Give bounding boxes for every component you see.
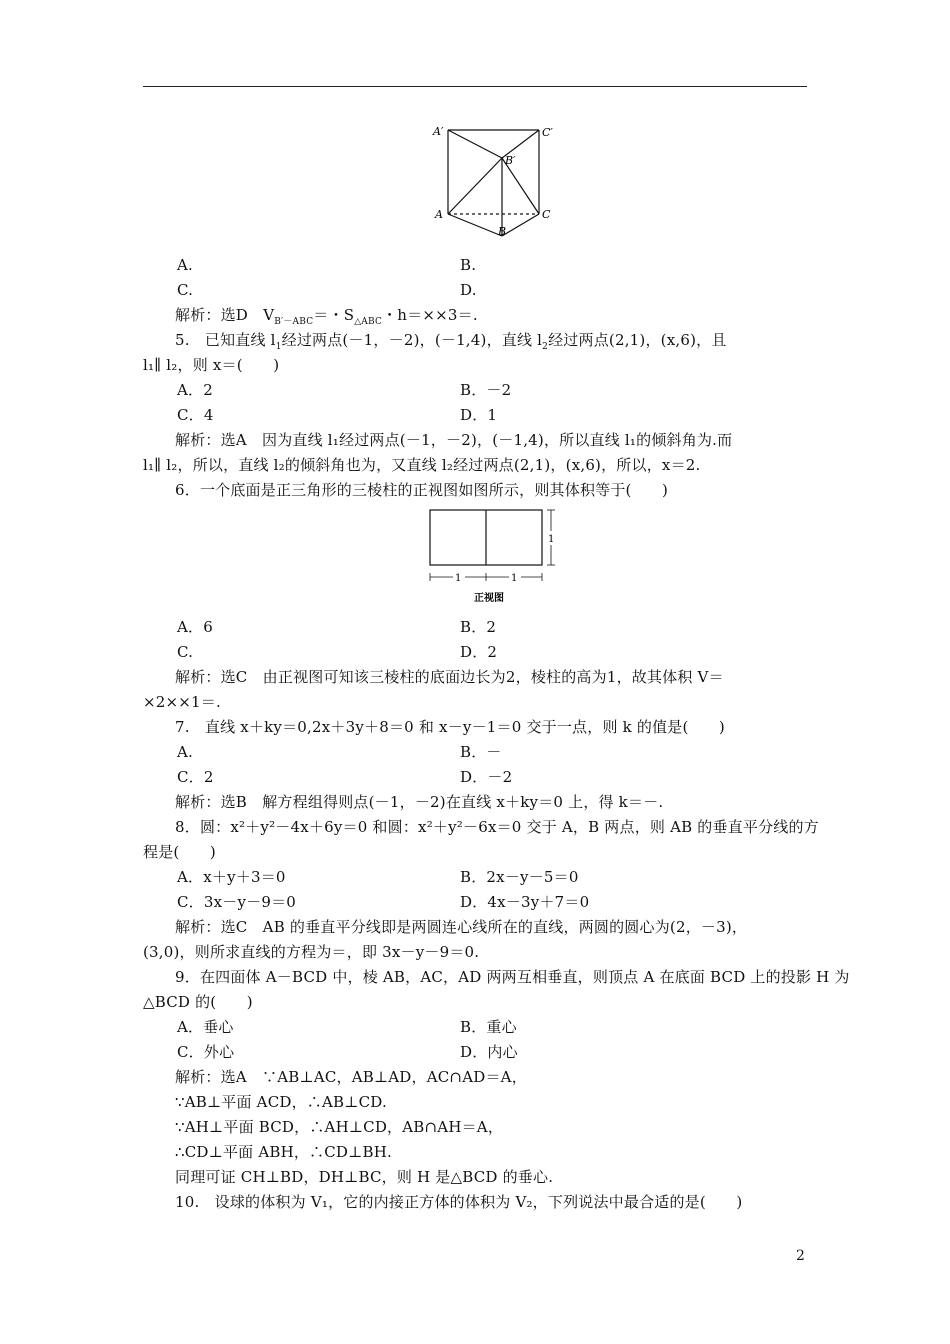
q9-solution-4: ∴CD⊥平面 ABH，∴CD⊥BH. <box>175 1143 392 1161</box>
label-c-prime: C′ <box>542 126 553 139</box>
q4-option-d: D. <box>460 281 477 299</box>
label-a: A <box>435 208 443 221</box>
q5-option-c: C．4 <box>177 406 214 424</box>
q9-stem-cont: △BCD 的( ) <box>143 993 253 1011</box>
q5-stem-cont: l₁∥ l₂，则 x＝( ) <box>143 356 280 374</box>
q4-option-a: A. <box>177 256 194 274</box>
label-b-prime: B′ <box>505 154 516 167</box>
dim-right: 1 <box>511 573 518 584</box>
dim-left: 1 <box>455 573 462 584</box>
q9-option-d: D．内心 <box>460 1043 518 1061</box>
q4-option-b: B. <box>460 256 477 274</box>
q6-stem: 6．一个底面是正三角形的三棱柱的正视图如图所示，则其体积等于( ) <box>175 481 669 499</box>
q7-option-b: B．－ <box>460 743 502 761</box>
front-view-figure <box>424 505 564 607</box>
label-c: C <box>542 208 551 221</box>
q5-solution: 解析：选A 因为直线 l₁经过两点(－1，－2)，(－1,4)，所以直线 l₁的倾斜角为.而 <box>175 431 733 449</box>
fig-caption: 正视图 <box>474 593 504 604</box>
header-rule <box>143 86 807 87</box>
q5-option-d: D．1 <box>460 406 498 424</box>
label-a-prime: A′ <box>433 125 444 138</box>
q8-option-a: A．x＋y＋3＝0 <box>177 868 286 886</box>
q6-solution: 解析：选C 由正视图可知该三棱柱的底面边长为2，棱柱的高为1，故其体积 V＝ <box>175 668 724 686</box>
q5-stem: 5. 已知直线 $l_1$经过两点(－1，－2)，(－1,4)，直线 $l_2$经过两点(2,1)，(x,6)，且 <box>175 331 727 352</box>
q9-solution-3: ∵AH⊥平面 BCD，∴AH⊥CD，AB∩AH＝A， <box>175 1118 504 1136</box>
dim-height: 1 <box>548 534 555 545</box>
q9-option-c: C．外心 <box>177 1043 235 1061</box>
q5-solution-cont: l₁∥ l₂，所以，直线 l₂的倾斜角也为，又直线 l₂经过两点(2,1)，(x,6)，所以，x＝2. <box>143 456 701 474</box>
q7-option-d: D．－2 <box>460 768 513 786</box>
q8-option-d: D．4x－3y＋7＝0 <box>460 893 590 911</box>
q5-option-b: B．－2 <box>460 381 512 399</box>
q9-solution-5: 同理可证 CH⊥BD，DH⊥BC，则 H 是△BCD 的垂心. <box>175 1168 554 1186</box>
q8-stem-cont: 程是( ) <box>143 843 216 861</box>
prism-figure <box>425 118 565 243</box>
q6-solution-cont: ×2××1＝. <box>143 693 221 711</box>
q7-option-c: C．2 <box>177 768 214 786</box>
q7-option-a: A. <box>177 743 194 761</box>
q6-option-c: C. <box>177 643 194 661</box>
q8-solution-cont: (3,0)，则所求直线的方程为＝，即 3x－y－9＝0. <box>143 943 480 961</box>
page-number: 2 <box>796 1248 805 1264</box>
q6-option-d: D．2 <box>460 643 498 661</box>
q6-option-a: A．6 <box>177 618 213 636</box>
q4-option-c: C. <box>177 281 194 299</box>
q5-option-a: A．2 <box>177 381 213 399</box>
q8-solution: 解析：选C AB 的垂直平分线即是两圆连心线所在的直线，两圆的圆心为(2，－3)， <box>175 918 748 936</box>
q10-stem: 10. 设球的体积为 V₁，它的内接正方体的体积为 V₂，下列说法中最合适的是( ) <box>175 1193 743 1211</box>
q8-option-c: C．3x－y－9＝0 <box>177 893 297 911</box>
q9-option-b: B．重心 <box>460 1018 517 1036</box>
q9-option-a: A．垂心 <box>177 1018 234 1036</box>
q9-solution-1: 解析：选A ∵AB⊥AC，AB⊥AD，AC∩AD＝A， <box>175 1068 527 1086</box>
q6-option-b: B．2 <box>460 618 497 636</box>
q7-stem: 7. 直线 x＋ky＝0,2x＋3y＋8＝0 和 x－y－1＝0 交于一点，则 k 的值是( ) <box>175 718 725 736</box>
q8-stem: 8．圆：x²＋y²－4x＋6y＝0 和圆：x²＋y²－6x＝0 交于 A，B 两点，则 AB 的垂直平分线的方 <box>175 818 819 836</box>
q4-solution: 解析：选D $V_{B'-ABC}=$・$S_{\triangle ABC}$・h＝××3＝. <box>175 306 478 327</box>
q7-solution: 解析：选B 解方程组得则点(－1，－2)在直线 x＋ky＝0 上，得 k＝－. <box>175 793 664 811</box>
label-b: B <box>498 225 507 238</box>
q8-option-b: B．2x－y－5＝0 <box>460 868 579 886</box>
q9-stem: 9．在四面体 A－BCD 中，棱 AB，AC，AD 两两互相垂直，则顶点 A 在底面 BCD 上的投影 H 为 <box>175 968 850 986</box>
q9-solution-2: ∵AB⊥平面 ACD，∴AB⊥CD. <box>175 1093 387 1111</box>
